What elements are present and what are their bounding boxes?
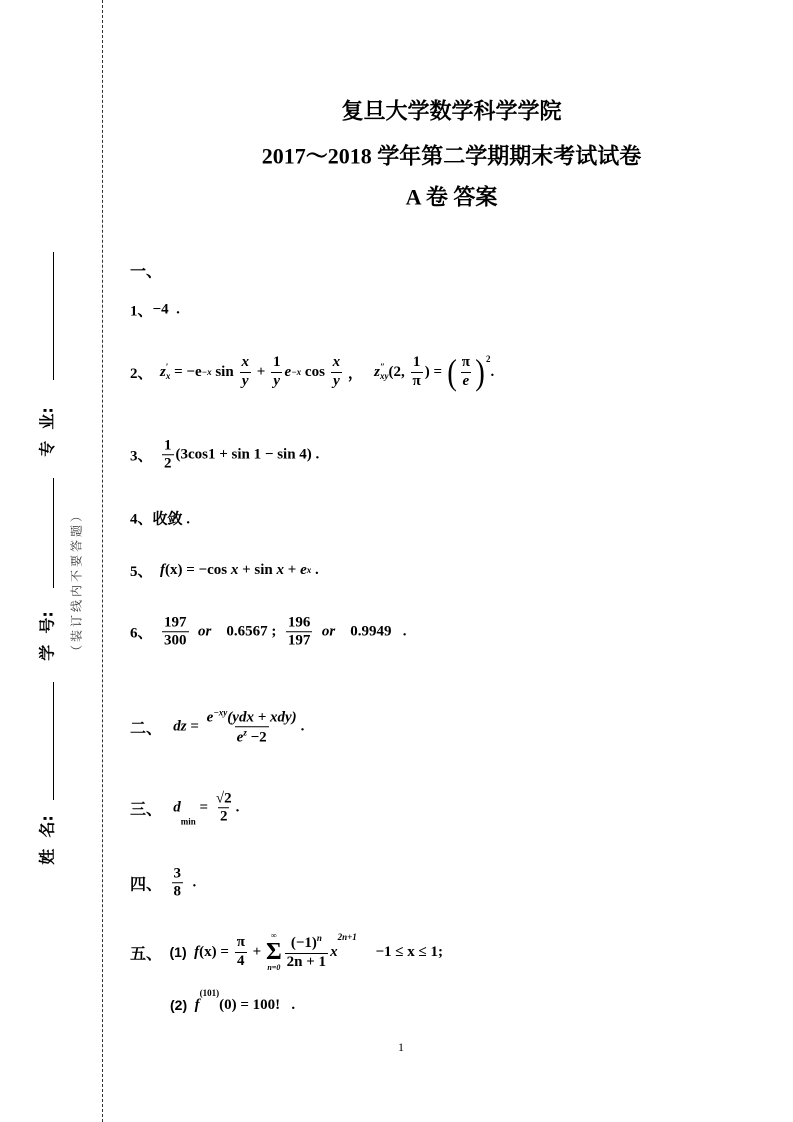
answer-2: 2、 z ′ x = −e −x sin $\frac{x}{y}$ + $\frac{1}{y}$ e −x cos $\frac{x}{y}$ ， z ″ xy (2, $\frac{1}{\pi}$ ) = ( $\frac{\pi}{e}$ ) $^2$ . xyxy=(130,352,495,392)
exam-title: 2017～2018 学年第二学期期末考试试卷 xyxy=(261,143,642,169)
student-id-label: 学 号: xyxy=(37,611,57,661)
name-underline xyxy=(53,682,54,800)
name-label: 姓 名: xyxy=(37,815,57,865)
answer-5: 5、 f (x) = −cos x + sin x + e x . xyxy=(130,561,319,580)
page-number: 1 xyxy=(398,1040,404,1054)
major-underline xyxy=(53,252,54,380)
school-title: 复旦大学数学科学学院 xyxy=(341,98,562,124)
answer-section-five-part1: 五、 (1) f (x) = $\frac{\pi}{4}$ + ∞ Σ n=0 $\frac{(-1)^n}{2n + 1}$ x 2n+1 −1 ≤ x ≤ 1; xyxy=(130,931,443,972)
answer-section-two: 二、 dz = $\frac{e^{-xy}(ydx + xdy)}{e^z -2}$ . xyxy=(130,707,305,746)
section-one-heading: 一、 xyxy=(130,263,163,281)
major-label: 专 业: xyxy=(37,407,57,457)
binding-note: （装订线内不要答题） xyxy=(69,506,84,658)
answer-section-four: 四、 $\frac{3}{8}$ . xyxy=(130,865,197,900)
version-title: A 卷 答案 xyxy=(405,184,498,210)
answer-section-three: 三、 d $_{min}$ = $\frac{√2}{2}$ . xyxy=(130,790,240,826)
student-id-underline xyxy=(53,478,54,588)
answer-4: 4、 收敛 . xyxy=(130,511,191,528)
answer-3: 3、 $\frac{1}{2}$ (3cos1 + sin 1 − sin 4) . xyxy=(130,437,320,472)
answer-section-five-part2: (2) f $^{(101)}$ (0) = 100! . xyxy=(170,988,296,1013)
answer-1: 1、 −4 . xyxy=(130,301,180,320)
answer-6: 6、 $\frac{197}{300}$ or 0.6567 ; $\frac{196}{197}$ or 0.9949 . xyxy=(130,614,407,649)
